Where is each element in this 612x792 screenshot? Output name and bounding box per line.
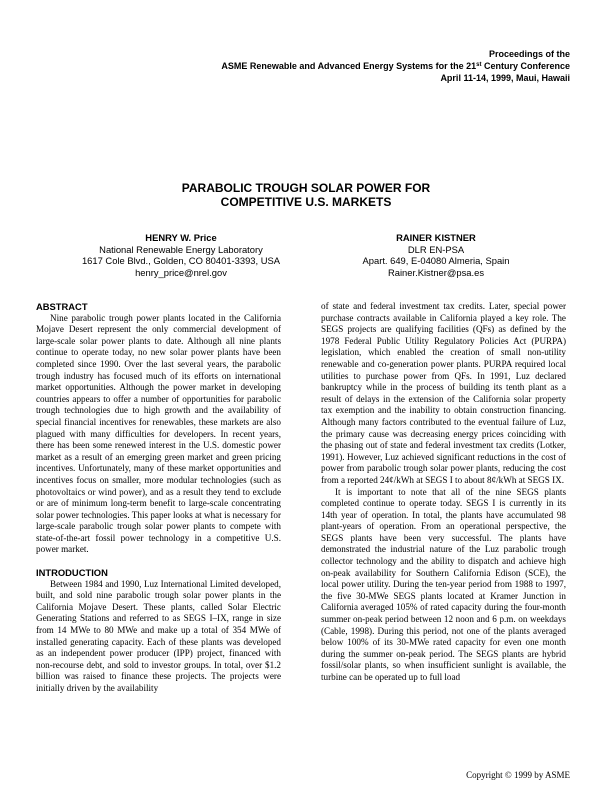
author-name: RAINER KISTNER [396, 232, 476, 243]
abstract-text: Nine parabolic trough power plants located in the California Mojave Desert represent the only commercial development of large-scale solar power plants to date. Although all nine plants continue to operate today, no new solar power plants have been completed since 1990. Over the last several years, the parabolic trough industry has focused much of its efforts on international market opportunities. Although the power market in developing countries appears to offer a number of opportunities for parabolic trough technologies due to high growth and the availability of special financial incentives for renewables, these markets are also plagued with many difficulties for developers. In recent years, there has been some renewed interest in the U.S. domestic power market as a result of an emerging green market and green pricing incentives. Unfortunately, many of these market opportunities and incentives focus on smaller, more modular technologies (such as photovoltaics or wind power), and as a result they tend to exclude or are of minimum long-term benefit to large-scale concentrating solar power technologies. This paper looks at what is necessary for large-scale parabolic trough solar power plants to compete with state-of-the-art fossil power technology in a competitive U.S. power market. [36, 312, 281, 555]
author-address: 1617 Cole Blvd., Golden, CO 80401-3393, USA [81, 255, 281, 266]
author-email: henry_price@nrel.gov [135, 266, 227, 278]
introduction-heading: INTRODUCTION [36, 567, 108, 579]
left-column [36, 301, 281, 695]
author-block-kistner [316, 232, 556, 278]
author-block-price [56, 232, 306, 278]
author-affiliation: National Renewable Energy Laboratory [99, 243, 263, 255]
introduction-paragraph-2: It is important to note that all of the nine SEGS plants completed continue to operate today. SEGS I is currently in its 14th year of operation. In total, the plants have accumulated 98 plant-years of operation. From an operational perspective, the SEGS plants have been very successful. The plants have demonstrated the industrial nature of the Luz parabolic trough collector technology and the ability to dispatch and achieve high on-peak availability for Southern California Edison (SCE), the local power utility. During the ten-year period from 1988 to 1997, the five 30-MWe SEGS plants located at Kramer Junction in California averaged 105% of rated capacity during the four-month summer on-peak period between 12 noon and 6 p.m. on weekdays (Cable, 1998). During this period, not one of the plants averaged below 100% of its 30-MWe rated capacity for even one month during the summer on-peak period. The SEGS plants are hybrid fossil/solar plants, so when insufficient sunlight is available, the turbine can be operated up to full load [321, 486, 566, 682]
author-email: Rainer.Kistner@psa.es [387, 266, 485, 278]
proceedings-header [110, 48, 570, 84]
copyright-notice: Copyright © 1999 by ASME [466, 770, 570, 780]
introduction-paragraph-1-continued: of state and federal investment tax credits. Later, special power purchase contracts available in California played a key role. The SEGS projects are qualifying facilities (QFs) as defined by the 1978 Federal Public Utility Regulatory Policies Act (PURPA) legislation, which enabled the creation of small non-utility renewable and co-generation power plants. PURPA required local utilities to purchase power from QFs. In 1991, Luz declared bankruptcy while in the process of building its tenth plant as a result of delays in the extension of the California solar property tax exemption and the inability to obtain construction financing. Although many factors contributed to the eventual failure of Luz, the primary cause was decreasing energy prices coinciding with the phasing out of state and federal investment tax credits (Lotker, 1991). However, Luz achieved significant reductions in the cost of power from parabolic trough solar power plants, reducing the cost from a reported 24¢/kWh at SEGS I to about 8¢/kWh at SEGS IX. [321, 301, 566, 485]
paper-title [0, 181, 612, 209]
introduction-paragraph-1: Between 1984 and 1990, Luz International Limited developed, built, and sold nine parabolic trough solar power plants in the California Mojave Desert. These plants, called Solar Electric Generating Stations and referred to as SEGS I–IX, range in size from 14 MWe to 80 MWe and make up a total of 354 MWe of installed generating capacity. Each of these plants was developed as an independent power producer (IPP) project, financed with non-recourse debt, and sold to investor groups. In total, over $1.2 billion was raised to finance these projects. The projects were initially driven by the availability [36, 578, 281, 693]
author-affiliation: DLR EN-PSA [407, 243, 465, 255]
paper-title-line-2: COMPETITIVE U.S. MARKETS [220, 195, 392, 209]
abstract-heading: ABSTRACT [36, 301, 88, 312]
proceedings-line-3: April 11-14, 1999, Maui, Hawaii [440, 73, 570, 83]
author-address: Apart. 649, E-04080 Almeria, Spain [362, 255, 510, 266]
author-name: HENRY W. Price [145, 232, 217, 243]
proceedings-line-1: Proceedings of the [488, 49, 570, 59]
proceedings-line-2: ASME Renewable and Advanced Energy Systems for the 21st Century Conference [221, 61, 570, 71]
paper-title-line-1: PARABOLIC TROUGH SOLAR POWER FOR [181, 181, 431, 195]
right-column [321, 301, 566, 684]
